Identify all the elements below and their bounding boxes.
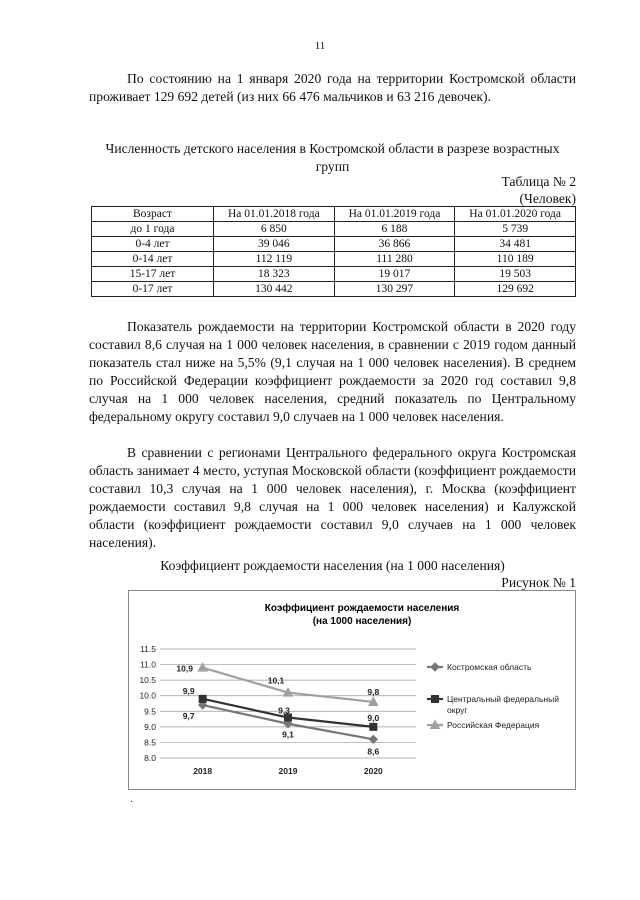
cell-2019: 19 017 (334, 267, 455, 282)
table-row (92, 222, 576, 237)
cell-2020: 110 189 (455, 252, 576, 267)
children-population-table (91, 206, 576, 297)
stray-mark: · (130, 797, 134, 808)
cell-2020: 34 481 (455, 237, 576, 252)
y-tick-label: 11.0 (140, 659, 156, 670)
data-label: 10,1 (267, 675, 285, 686)
table-label: Таблица № 2 (501, 174, 576, 189)
table-row (92, 252, 576, 267)
page-number: 11 (314, 40, 326, 52)
table-row (92, 282, 576, 297)
data-label: 8,6 (367, 746, 380, 757)
data-label: 9,1 (282, 729, 294, 740)
y-tick-label: 8.0 (144, 753, 156, 763)
x-tick-label: 2019 (278, 766, 298, 776)
figure-label: Рисунок № 1 (501, 575, 576, 590)
cell-2018: 112 119 (214, 252, 335, 267)
data-label: 9,3 (278, 705, 290, 716)
cell-2019: 36 866 (334, 237, 455, 252)
y-tick-label: 9.0 (144, 721, 156, 732)
series-line (203, 668, 374, 702)
cell-2019: 111 280 (334, 252, 455, 267)
cell-2020: 129 692 (455, 282, 576, 297)
data-point (370, 723, 377, 730)
data-label: 9,0 (367, 712, 380, 723)
data-point (199, 695, 206, 702)
legend-entry: Центральный федеральный округ (447, 694, 559, 715)
x-tick-label: 2018 (193, 766, 213, 776)
legend-marker (432, 696, 439, 703)
legend-marker (431, 663, 439, 671)
cell-age: 0-14 лет (92, 252, 214, 267)
cell-2019: 130 297 (334, 282, 455, 297)
comparison-paragraph: В сравнении с регионами Центрального федерального округа Костромская область занимает 4 место, уступая Московской области (коэффициент рождаемости составил 10,3 случая на 1 000 человек населения), г. Москва (коэффициент рождаемости составил 9,8 случая на 1 000 человек населения) и Калужской области (коэффициент рождаемости составил 9,0 случаев на 1 000 человек населения). (89, 445, 576, 550)
data-label: 9,7 (182, 711, 195, 722)
cell-2020: 5 739 (455, 222, 576, 237)
header-2020: На 01.01.2020 года (455, 207, 576, 222)
legend-entry: Российская Федерация (447, 720, 540, 730)
chart-canvas (129, 591, 575, 789)
data-label: 9,9 (182, 685, 195, 696)
birth-rate-paragraph: Показатель рождаемости на территории Костромской области в 2020 году составил 8,6 случая на 1 000 человек населения, в сравнении с 2019 годом данный показатель стал ниже на 5,5% (9,1 случая на 1 000 человек населения). В среднем по Российской Федерации коэффициент рождаемости за 2020 год составил 9,8 случая на 1 000 человек населения, средний показатель по Центральному федеральному округу составил 9,0 случаев на 1 000 человек населения. (89, 319, 576, 424)
intro-paragraph: По состоянию на 1 января 2020 года на территории Костромской области проживает 129 692 детей (из них 66 476 мальчиков и 63 216 девочек). (89, 71, 576, 104)
table-title: Численность детского населения в Костромской области в разрезе возрастных групп (105, 141, 560, 174)
chart-title: Коэффициент рождаемости населения (264, 603, 460, 614)
table-header-row (92, 207, 576, 222)
y-tick-label: 9.5 (144, 706, 156, 717)
header-age: Возраст (92, 207, 214, 222)
x-tick-label: 2020 (363, 766, 383, 776)
y-tick-label: 11.5 (140, 644, 156, 654)
cell-age: 15-17 лет (92, 267, 214, 282)
legend-entry: Костромская область (447, 662, 532, 672)
chart-subtitle: (на 1000 населения) (312, 616, 412, 627)
y-tick-label: 8.5 (144, 737, 156, 748)
cell-age: 0-17 лет (92, 282, 214, 297)
cell-2018: 39 046 (214, 237, 335, 252)
birth-rate-chart (128, 590, 576, 790)
cell-age: до 1 года (92, 222, 214, 237)
cell-age: 0-4 лет (92, 237, 214, 252)
header-2018: На 01.01.2018 года (214, 207, 335, 222)
y-tick-label: 10.0 (139, 690, 156, 701)
cell-2019: 6 188 (334, 222, 455, 237)
cell-2018: 130 442 (214, 282, 335, 297)
figure-caption: Коэффициент рождаемости населения (на 1 000 населения) (160, 558, 505, 573)
table-row (92, 237, 576, 252)
header-2019: На 01.01.2019 года (334, 207, 455, 222)
table-unit: (Человек) (519, 191, 576, 206)
y-tick-label: 10.5 (139, 675, 156, 686)
table-row (92, 267, 576, 282)
cell-2018: 18 323 (214, 267, 335, 282)
data-label: 10,9 (176, 663, 193, 674)
data-label: 9,8 (367, 686, 380, 697)
cell-2018: 6 850 (214, 222, 335, 237)
cell-2020: 19 503 (455, 267, 576, 282)
